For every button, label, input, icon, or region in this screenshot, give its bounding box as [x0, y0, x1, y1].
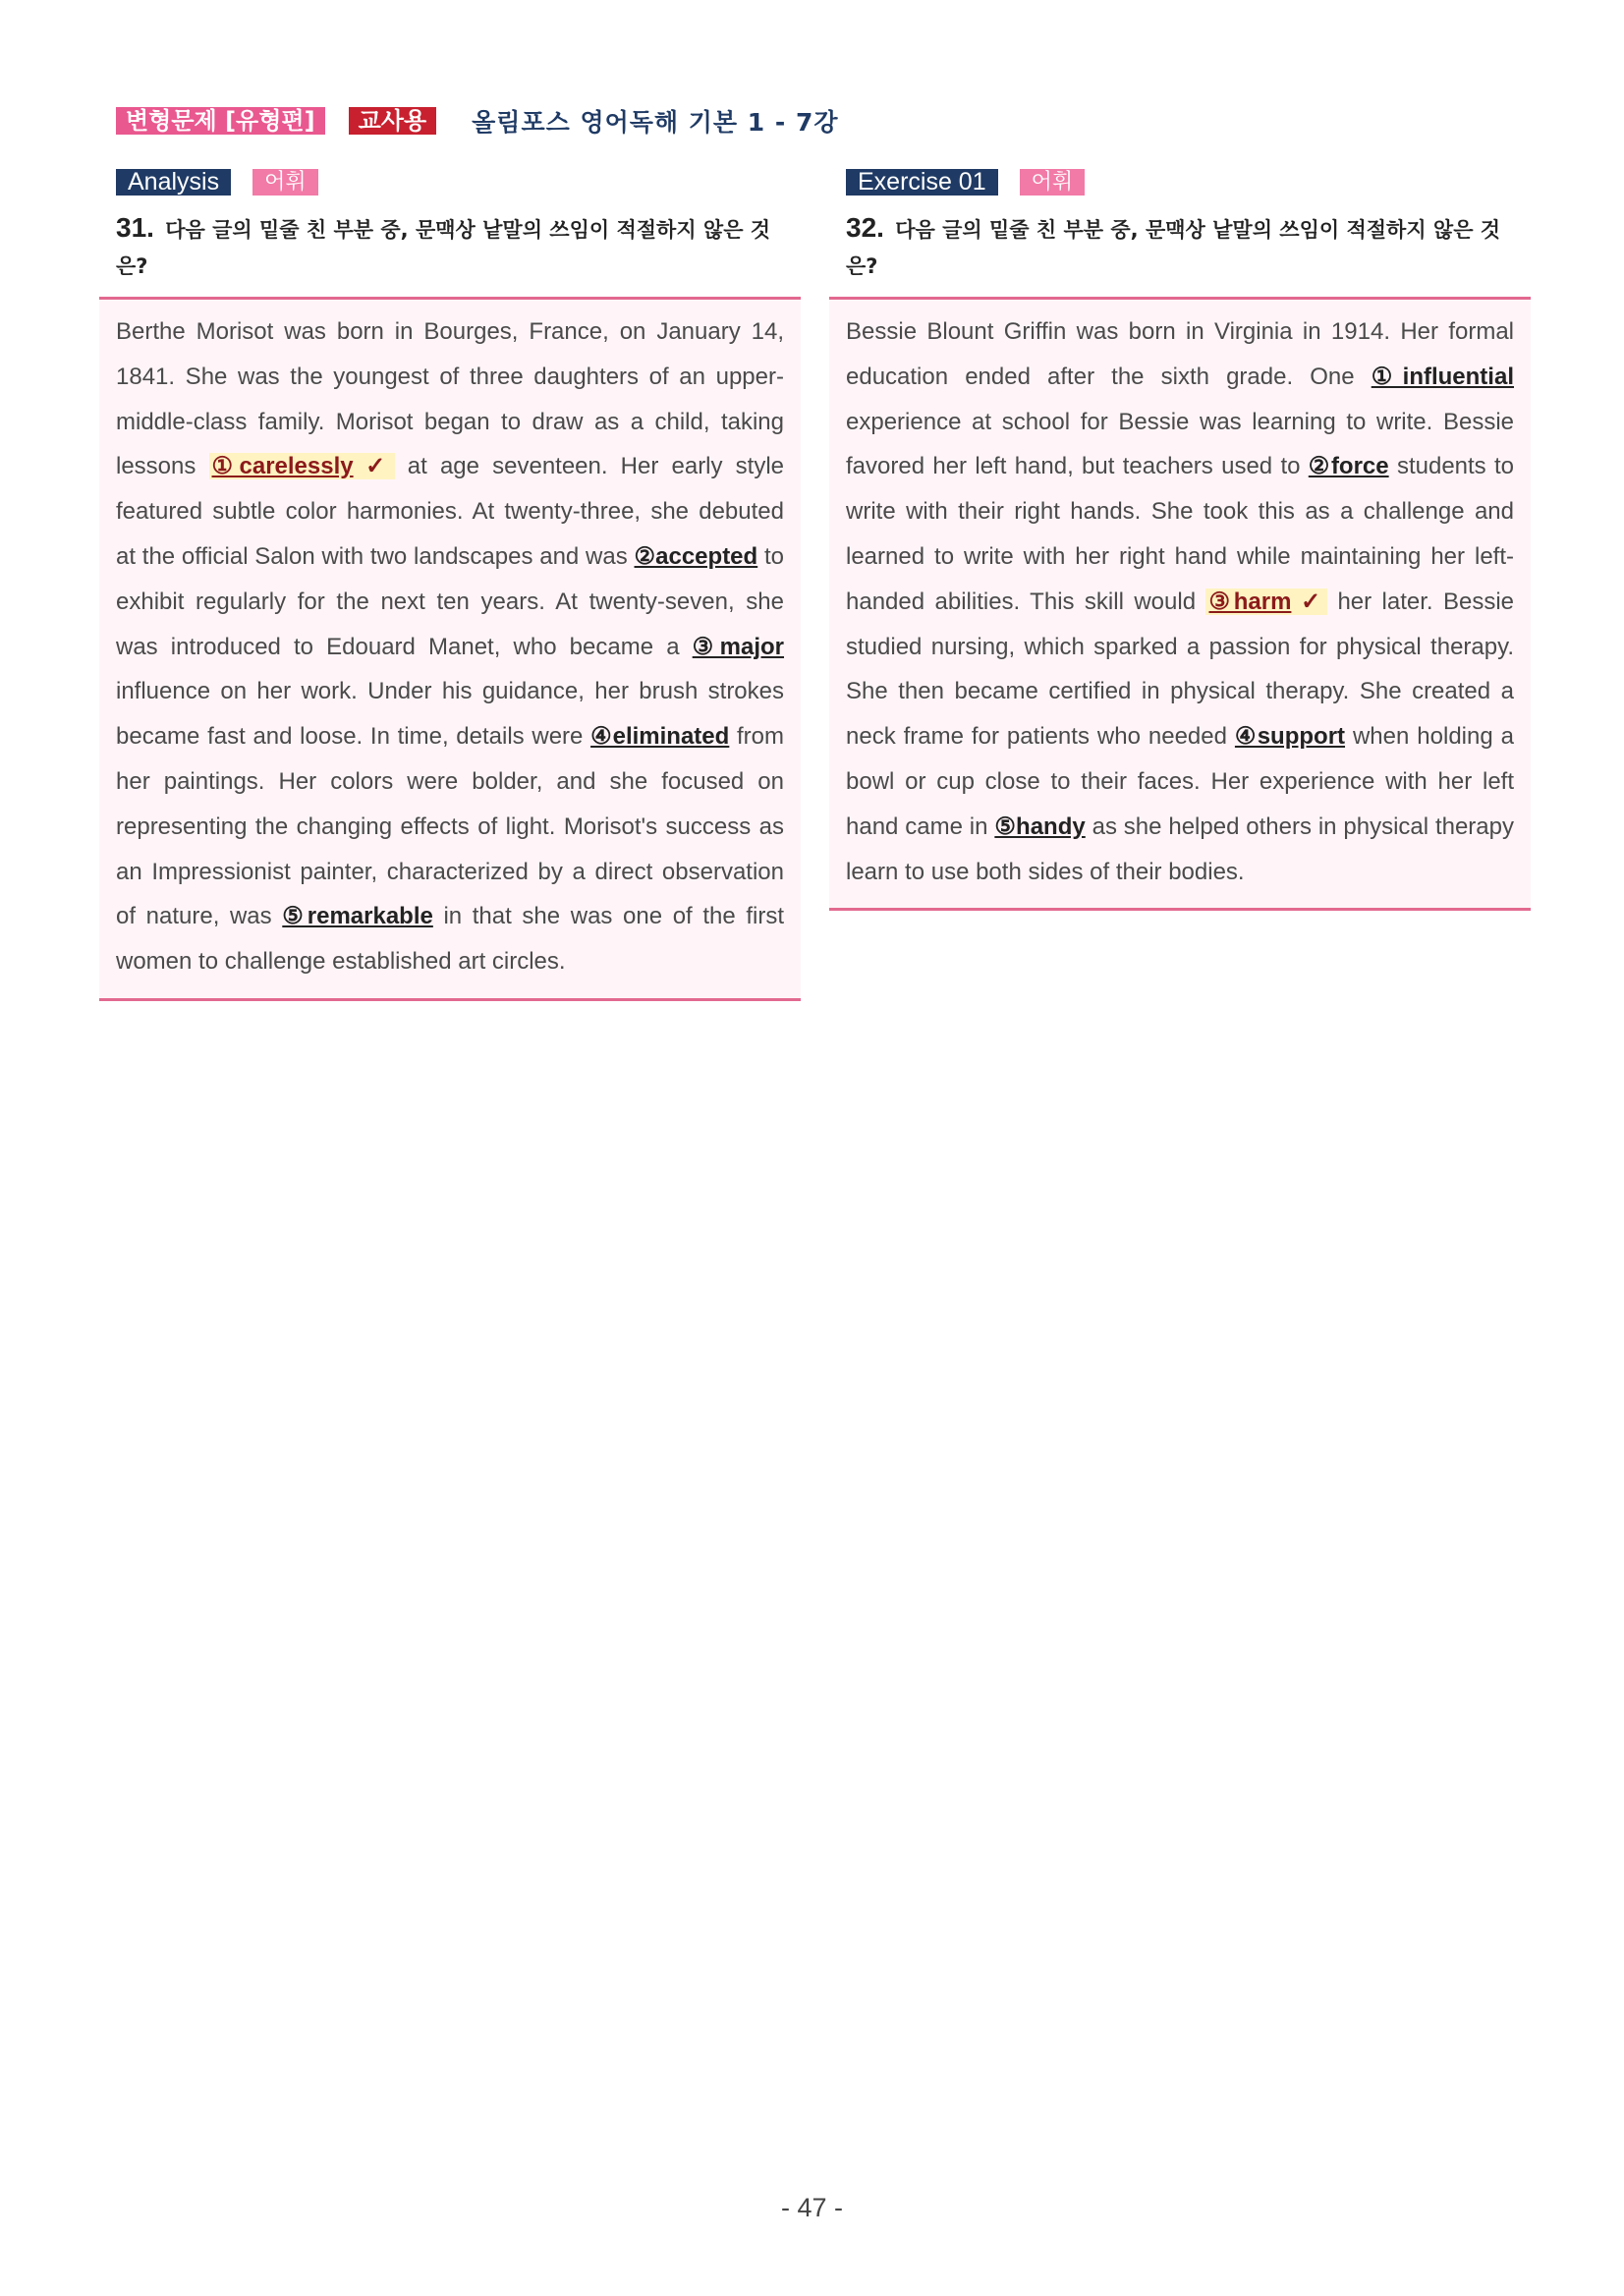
question-text: 다음 글의 밑줄 친 부분 중, 문맥상 낱말의 쓰임이 적절하지 않은 것은? [846, 218, 1501, 278]
underlined-word-4: ④support [1234, 723, 1346, 751]
underlined-word-1: ①carelessly [211, 453, 354, 480]
passage-box [829, 297, 1531, 911]
passage-segment: in that she was one of the first women to challenge established art circles. [116, 903, 784, 976]
check-icon: ✓ [1297, 588, 1325, 615]
page-header [116, 105, 839, 137]
section-badges [116, 168, 801, 196]
analysis-badge: Analysis [116, 169, 231, 196]
underlined-word-4: ④eliminated [590, 723, 730, 751]
question-number: 31. [116, 212, 154, 243]
passage-segment: when holding a bowl or cup close to their faces. Her experience with her left hand came in [846, 723, 1514, 840]
underlined-word-5: ⑤remarkable [282, 903, 433, 930]
section-badges [846, 168, 1531, 196]
underlined-word-2: ②accepted [634, 542, 758, 570]
passage-box [99, 297, 801, 1001]
passage-segment: at age seventeen. Her early style featured subtle color harmonies. At twenty-three, she debuted at the official Salon with two landscapes and was [116, 453, 784, 570]
passage-text [116, 309, 784, 984]
passage-segment: Bessie Blount Griffin was born in Virginia in 1914. Her formal education ended after the sixth grade. One [846, 318, 1514, 390]
passage-segment: as she helped others in physical therapy learn to use both sides of their bodies. [846, 812, 1514, 885]
vocab-badge: 어휘 [1020, 169, 1086, 196]
question-32-column [829, 168, 1531, 911]
passage-segment: influence on her work. Under his guidance, her brush strokes became fast and loose. In time, details were [116, 678, 784, 751]
underlined-word-2: ②force [1308, 453, 1389, 480]
exercise-badge: Exercise 01 [846, 169, 998, 196]
passage-segment: to exhibit regularly for the next ten years. At twenty-seven, she was introduced to Edouard Manet, who became a [116, 542, 784, 660]
passage-segment: Berthe Morisot was born in Bourges, France, on January 14, 1841. She was the youngest of three daughters of an upper-middle-class family. Morisot began to draw as a child, taking lessons [116, 318, 784, 480]
question-32-prompt [846, 209, 1514, 285]
teacher-tag: 교사용 [349, 107, 437, 135]
underlined-word-1: ①influential [1371, 363, 1514, 390]
question-31-prompt [116, 209, 784, 285]
answer-highlight [209, 453, 395, 479]
page-title: 올림포스 영어독해 기본 1 - 7강 [472, 108, 839, 137]
page-number: - 47 - [780, 2193, 844, 2222]
question-31-column [99, 168, 801, 1001]
passage-segment: students to write with their right hands. She took this as a challenge and learned to write with her right hand while maintaining her left-handed abilities. This skill would [846, 453, 1515, 615]
vocab-badge: 어휘 [252, 169, 318, 196]
underlined-word-3: ③harm [1208, 588, 1292, 615]
passage-segment: experience at school for Bessie was learning to write. Bessie favored her left hand, but teachers used to [846, 408, 1514, 480]
type-tag: 변형문제 [유형편] [116, 107, 325, 135]
underlined-word-3: ③major [692, 633, 785, 660]
answer-highlight [1205, 588, 1327, 615]
passage-segment: her later. Bessie studied nursing, which sparked a passion for physical therapy. She then became certified in physical therapy. She created a neck frame for patients who needed [846, 588, 1515, 751]
question-text: 다음 글의 밑줄 친 부분 중, 문맥상 낱말의 쓰임이 적절하지 않은 것은? [116, 218, 771, 278]
underlined-word-5: ⑤handy [994, 812, 1086, 840]
question-number: 32. [846, 212, 884, 243]
passage-segment: from her paintings. Her colors were bolder, and she focused on representing the changing effects of light. Morisot's success as an Impressionist painter, characterized by a direct observation of nature, was [116, 723, 784, 930]
passage-text [846, 309, 1514, 894]
check-icon: ✓ [359, 453, 392, 480]
